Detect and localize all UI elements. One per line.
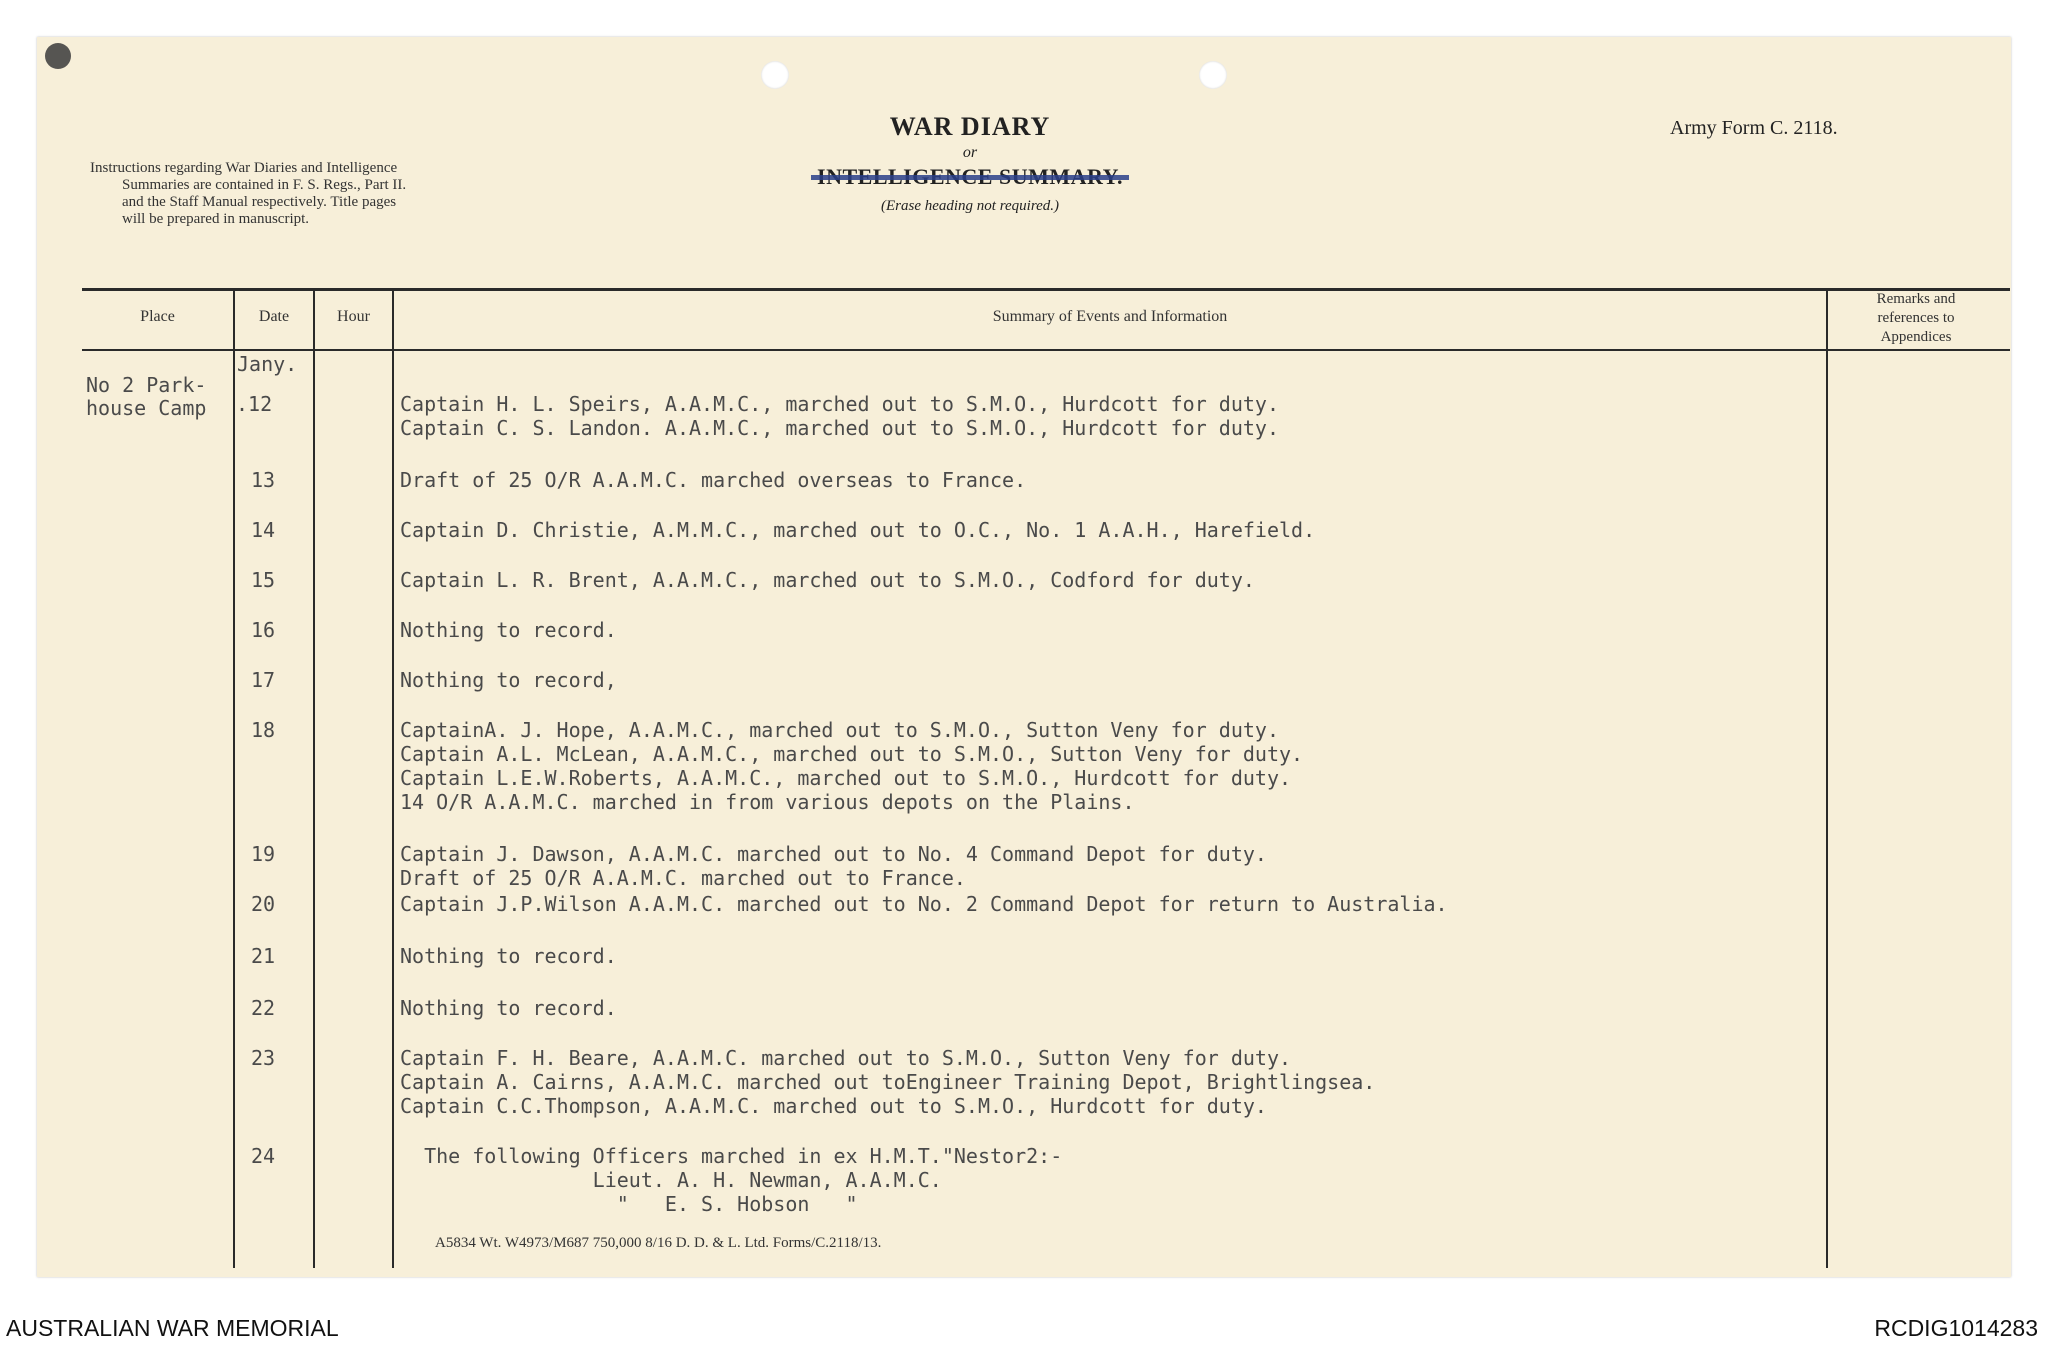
entry-date: .12 [236, 392, 273, 416]
column-header-remarks [1828, 290, 2004, 347]
caption-left: AUSTRALIAN WAR MEMORIAL [6, 1315, 339, 1341]
entry-line: Draft of 25 O/R A.A.M.C. marched overseas to France. [400, 468, 1027, 492]
column-divider [313, 290, 315, 1268]
entry-line: Captain L. R. Brent, A.A.M.C., marched out to S.M.O., Codford for duty. [400, 568, 1255, 592]
printer-imprint: A5834 Wt. W4973/M687 750,000 8/16 D. D. & L. Ltd. Forms/C.2118/13. [435, 1235, 882, 1251]
entry-date: 19 [251, 842, 276, 866]
remarks-line: Appendices [1880, 329, 1952, 345]
caption-right: RCDIG1014283 [1874, 1315, 2038, 1341]
struck-title [817, 164, 1123, 190]
title-block [760, 112, 1180, 215]
remarks-line: references to [1877, 310, 1955, 326]
instructions-line: and the Staff Manual respectively. Title pages [122, 194, 397, 210]
entry-line: Captain A.L. McLean, A.A.M.C., marched out to S.M.O., Sutton Veny for duty. [400, 742, 1304, 766]
strike-through [811, 175, 1129, 180]
title-or: or [962, 144, 978, 161]
column-divider [392, 290, 394, 1268]
entry-line: Nothing to record. [400, 996, 617, 1020]
instructions-line: will be prepared in manuscript. [122, 211, 310, 227]
page-title: WAR DIARY [889, 112, 1051, 141]
column-divider [233, 290, 235, 1268]
entry-date: 23 [251, 1046, 276, 1070]
entry-line: " E. S. Hobson " [400, 1192, 858, 1216]
entry-line: Captain L.E.W.Roberts, A.A.M.C., marched out to S.M.O., Hurdcott for duty. [400, 766, 1292, 790]
entry-date: 24 [251, 1144, 276, 1168]
entry-date: 14 [251, 518, 276, 542]
entry-line: Captain D. Christie, A.M.M.C., marched out to O.C., No. 1 A.A.H., Harefield. [400, 518, 1316, 542]
entry-line: Captain C. S. Landon. A.A.M.C., marched out to S.M.O., Hurdcott for duty. [400, 416, 1279, 440]
entry-line: Nothing to record, [400, 668, 617, 692]
column-divider [1826, 290, 1828, 1268]
instructions-note [90, 160, 510, 228]
remarks-line: Remarks and [1876, 291, 1956, 307]
entry-line: Draft of 25 O/R A.A.M.C. marched out to France. [400, 866, 966, 890]
entry-line: Captain A. Cairns, A.A.M.C. marched out toEngineer Training Depot, Brightlingsea. [400, 1070, 1376, 1094]
entry-date: 18 [251, 718, 276, 742]
column-header-summary: Summary of Events and Information [992, 308, 1228, 325]
table-top-rule [82, 288, 2010, 291]
ink-blot [45, 43, 71, 69]
column-header-date: Date [258, 308, 290, 325]
erase-note: (Erase heading not required.) [880, 198, 1060, 214]
column-header-hour: Hour [337, 308, 370, 325]
punch-hole-left [761, 61, 789, 89]
entry-line: 14 O/R A.A.M.C. marched in from various depots on the Plains. [400, 790, 1135, 814]
entry-date: 16 [251, 618, 276, 642]
entry-date: 13 [251, 468, 276, 492]
entry-date: 15 [251, 568, 276, 592]
column-header-place: Place [140, 308, 175, 325]
entry-date: 21 [251, 944, 276, 968]
table-header-rule [82, 349, 2010, 351]
entry-line: Nothing to record. [400, 944, 617, 968]
instructions-line: Summaries are contained in F. S. Regs., Part II. [122, 177, 407, 193]
entry-line: Captain F. H. Beare, A.A.M.C. marched out to S.M.O., Sutton Veny for duty. [400, 1046, 1292, 1070]
entry-line: Captain H. L. Speirs, A.A.M.C., marched out to S.M.O., Hurdcott for duty. [400, 392, 1279, 416]
entry-line: Captain J.P.Wilson A.A.M.C. marched out to No. 2 Command Depot for return to Australia. [400, 892, 1448, 916]
place-line: house Camp [86, 396, 207, 420]
entry-line: CaptainA. J. Hope, A.A.M.C., marched out to S.M.O., Sutton Veny for duty. [400, 718, 1279, 742]
punch-hole-right [1199, 61, 1227, 89]
month-label: Jany. [237, 352, 298, 376]
entry-line: Captain J. Dawson, A.A.M.C. marched out to No. 4 Command Depot for duty. [400, 842, 1267, 866]
entry-line: Captain C.C.Thompson, A.A.M.C. marched out to S.M.O., Hurdcott for duty. [400, 1094, 1267, 1118]
place-line: No 2 Park- [86, 373, 207, 397]
entry-date: 17 [251, 668, 276, 692]
entry-date: 20 [251, 892, 276, 916]
entry-date: 22 [251, 996, 276, 1020]
entry-line: Lieut. A. H. Newman, A.A.M.C. [400, 1168, 942, 1192]
form-number: Army Form C. 2118. [1670, 117, 1838, 139]
entry-line: The following Officers marched in ex H.M.T."Nestor2:- [400, 1144, 1063, 1168]
instructions-line: Instructions regarding War Diaries and Intelligence [90, 160, 398, 176]
entry-line: Nothing to record. [400, 618, 617, 642]
